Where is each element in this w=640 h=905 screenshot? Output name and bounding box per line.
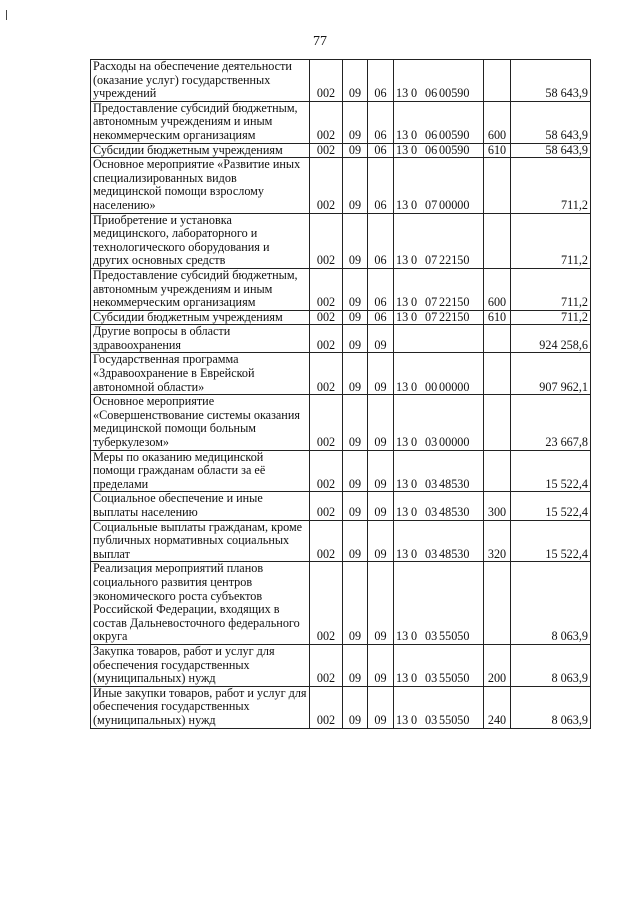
program-code-cell [394,101,484,143]
amount-cell: 15 522,4 [511,492,591,520]
program-code-part: 13 [396,309,409,324]
expense-type-cell [484,213,511,268]
expense-name-cell: Другие вопросы в области здравоохранения [91,325,310,353]
department-code-cell: 002 [310,520,343,562]
program-code-part: 00590 [439,86,470,101]
expense-name-cell: Государственная программа «Здравоохранение в Еврейской автономной области» [91,353,310,395]
subsection-code-cell: 06 [368,143,394,158]
program-code-part: 13 [396,505,409,519]
department-code-cell: 002 [310,450,343,492]
section-code-cell: 09 [343,492,368,520]
section-code-cell: 09 [343,60,368,102]
program-code-part: 22150 [439,253,470,268]
expense-name-cell: Реализация мероприятий планов социального развития центров экономического роста субъектов Российской Федерации, входящих в состав Дальневосточного федерального округа [91,562,310,645]
section-code-cell: 09 [343,450,368,492]
program-code-cell [394,644,484,686]
amount-cell: 711,2 [511,310,591,325]
table-row [91,395,591,450]
department-code-cell: 002 [310,492,343,520]
table-row [91,644,591,686]
department-code-cell: 002 [310,158,343,213]
program-code-part: 07 [425,197,438,212]
department-code-cell: 002 [310,395,343,450]
program-code-part: 00590 [439,127,470,142]
program-code-part: 13 [396,127,409,142]
amount-cell: 924 258,6 [511,325,591,353]
amount-cell: 711,2 [511,268,591,310]
program-code-part: 00000 [439,435,470,450]
subsection-code-cell: 09 [368,686,394,728]
expense-type-cell: 240 [484,686,511,728]
subsection-code-cell: 09 [368,520,394,562]
amount-cell: 8 063,9 [511,562,591,645]
program-code-part: 00590 [439,142,470,157]
program-code-part: 06 [425,142,438,157]
program-code-part: 13 [396,476,409,491]
program-code-part: 03 [425,476,438,491]
program-code-part: 03 [425,505,438,519]
table-row [91,101,591,143]
table-row [91,158,591,213]
subsection-code-cell: 06 [368,101,394,143]
expense-name-cell: Меры по оказанию медицинской помощи гражданам области за её пределами [91,450,310,492]
table-row [91,520,591,562]
subsection-code-cell: 09 [368,450,394,492]
department-code-cell: 002 [310,268,343,310]
program-code-cell [394,686,484,728]
section-code-cell: 09 [343,143,368,158]
table-row [91,562,591,645]
section-code-cell: 09 [343,644,368,686]
program-code-part: 22150 [439,309,470,324]
expense-name-cell: Субсидии бюджетным учреждениям [91,310,310,325]
section-code-cell: 09 [343,310,368,325]
amount-cell: 711,2 [511,158,591,213]
expense-name-cell: Расходы на обеспечение деятельности (оказание услуг) государственных учреждений [91,60,310,102]
program-code-part: 13 [396,712,409,727]
expense-name-cell: Социальное обеспечение и иные выплаты населению [91,492,310,520]
department-code-cell: 002 [310,644,343,686]
program-code-part: 00000 [439,197,470,212]
program-code-part: 0 [411,505,418,519]
amount-cell: 711,2 [511,213,591,268]
program-code-part: 03 [425,629,438,644]
program-code-part: 13 [396,546,409,561]
subsection-code-cell: 06 [368,60,394,102]
expense-name-cell: Предоставление субсидий бюджетным, автономным учреждениям и иным некоммерческим организациям [91,268,310,310]
program-code-part: 0 [411,309,418,324]
table-row [91,268,591,310]
program-code-part: 48530 [439,546,470,561]
program-code-part: 13 [396,86,409,101]
program-code-part: 0 [411,476,418,491]
amount-cell: 15 522,4 [511,520,591,562]
program-code-part: 07 [425,309,438,324]
department-code-cell: 002 [310,101,343,143]
program-code-cell [394,450,484,492]
program-code-part: 03 [425,671,438,686]
department-code-cell: 002 [310,213,343,268]
amount-cell: 907 962,1 [511,353,591,395]
program-code-part: 07 [425,295,438,310]
table-body [91,60,591,729]
department-code-cell: 002 [310,353,343,395]
subsection-code-cell: 09 [368,562,394,645]
program-code-part: 13 [396,435,409,450]
table-row [91,310,591,325]
program-code-part: 03 [425,435,438,450]
program-code-part: 0 [411,435,418,450]
expense-name-cell: Основное мероприятие «Совершенствование системы оказания медицинской помощи больным туберкулезом» [91,395,310,450]
program-code-part: 0 [411,295,418,310]
program-code-part: 55050 [439,712,470,727]
expense-type-cell: 600 [484,101,511,143]
program-code-part: 48530 [439,476,470,491]
expense-type-cell: 320 [484,520,511,562]
amount-cell: 23 667,8 [511,395,591,450]
table-row [91,60,591,102]
program-code-cell [394,353,484,395]
program-code-part: 22150 [439,295,470,310]
program-code-part: 0 [411,671,418,686]
program-code-cell [394,268,484,310]
amount-cell: 58 643,9 [511,60,591,102]
program-code-cell [394,325,484,353]
program-code-cell [394,492,484,520]
expense-type-cell [484,450,511,492]
program-code-cell [394,310,484,325]
program-code-part: 48530 [439,505,470,519]
subsection-code-cell: 09 [368,353,394,395]
table-row [91,325,591,353]
program-code-part: 55050 [439,629,470,644]
expense-type-cell [484,158,511,213]
department-code-cell: 002 [310,143,343,158]
program-code-cell [394,158,484,213]
expense-type-cell [484,395,511,450]
department-code-cell: 002 [310,686,343,728]
expense-type-cell [484,562,511,645]
section-code-cell: 09 [343,395,368,450]
section-code-cell: 09 [343,213,368,268]
subsection-code-cell: 09 [368,395,394,450]
table-row [91,450,591,492]
program-code-cell [394,395,484,450]
section-code-cell: 09 [343,268,368,310]
table-row [91,213,591,268]
program-code-part: 55050 [439,671,470,686]
subsection-code-cell: 09 [368,644,394,686]
expense-type-cell: 600 [484,268,511,310]
program-code-part: 13 [396,629,409,644]
section-code-cell: 09 [343,101,368,143]
expense-name-cell: Предоставление субсидий бюджетным, автономным учреждениям и иным некоммерческим организациям [91,101,310,143]
table-row [91,143,591,158]
table-row [91,492,591,520]
program-code-part: 0 [411,253,418,268]
expense-type-cell [484,325,511,353]
program-code-part: 06 [425,86,438,101]
expense-type-cell: 200 [484,644,511,686]
subsection-code-cell: 09 [368,492,394,520]
table-row [91,353,591,395]
expense-type-cell: 300 [484,492,511,520]
program-code-part: 07 [425,253,438,268]
subsection-code-cell: 06 [368,213,394,268]
program-code-part: 0 [411,546,418,561]
expense-name-cell: Иные закупки товаров, работ и услуг для обеспечения государственных (муниципальных) нужд [91,686,310,728]
program-code-cell [394,520,484,562]
program-code-part: 13 [396,295,409,310]
section-code-cell: 09 [343,158,368,213]
program-code-part: 13 [396,142,409,157]
expense-name-cell: Социальные выплаты гражданам, кроме публичных нормативных социальных выплат [91,520,310,562]
expense-name-cell: Закупка товаров, работ и услуг для обеспечения государственных (муниципальных) нужд [91,644,310,686]
program-code-part: 13 [396,253,409,268]
subsection-code-cell: 06 [368,158,394,213]
program-code-part: 0 [411,712,418,727]
expense-type-cell: 610 [484,143,511,158]
department-code-cell: 002 [310,325,343,353]
expense-type-cell [484,60,511,102]
program-code-part: 13 [396,671,409,686]
program-code-part: 0 [411,379,418,394]
program-code-part: 00000 [439,379,470,394]
program-code-part: 03 [425,546,438,561]
table-row [91,686,591,728]
subsection-code-cell: 06 [368,310,394,325]
program-code-cell [394,213,484,268]
program-code-cell [394,60,484,102]
program-code-part: 0 [411,629,418,644]
amount-cell: 58 643,9 [511,143,591,158]
amount-cell: 15 522,4 [511,450,591,492]
section-code-cell: 09 [343,325,368,353]
section-code-cell: 09 [343,520,368,562]
department-code-cell: 002 [310,60,343,102]
section-code-cell: 09 [343,686,368,728]
program-code-part: 06 [425,127,438,142]
budget-table [90,59,591,729]
expense-type-cell [484,353,511,395]
expense-type-cell: 610 [484,310,511,325]
program-code-part: 0 [411,86,418,101]
department-code-cell: 002 [310,562,343,645]
margin-mark [6,10,7,20]
amount-cell: 8 063,9 [511,686,591,728]
program-code-part: 03 [425,712,438,727]
page-number: 77 [313,34,327,49]
program-code-part: 0 [411,197,418,212]
program-code-cell [394,143,484,158]
program-code-part: 0 [411,127,418,142]
program-code-cell [394,562,484,645]
section-code-cell: 09 [343,562,368,645]
program-code-part: 13 [396,379,409,394]
expense-name-cell: Приобретение и установка медицинского, лабораторного и технологического оборудования и других основных средств [91,213,310,268]
expense-name-cell: Основное мероприятие «Развитие иных специализированных видов медицинской помощи взрослому населению» [91,158,310,213]
section-code-cell: 09 [343,353,368,395]
subsection-code-cell: 09 [368,325,394,353]
program-code-part: 13 [396,197,409,212]
expense-name-cell: Субсидии бюджетным учреждениям [91,143,310,158]
department-code-cell: 002 [310,310,343,325]
subsection-code-cell: 06 [368,268,394,310]
amount-cell: 58 643,9 [511,101,591,143]
amount-cell: 8 063,9 [511,644,591,686]
program-code-part: 0 [411,142,418,157]
program-code-part: 00 [425,379,438,394]
